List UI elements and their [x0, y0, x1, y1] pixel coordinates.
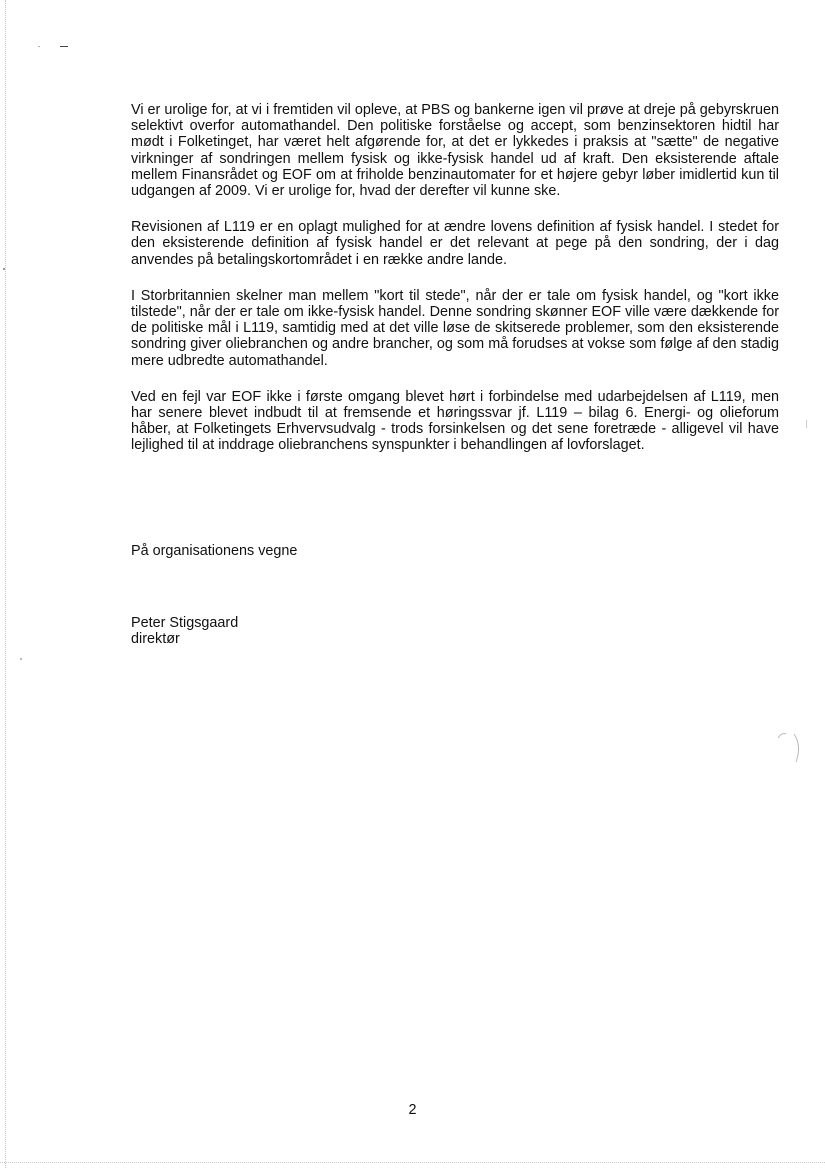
letter-body: [131, 102, 779, 454]
paragraph: I Storbritannien skelner man mellem "kort til stede", når der er tale om fysisk handel, og "kort ikke tilstede", når der er tale om ikke-fysisk handel. Denne sondring skønner EOF ville være dækkende for de politiske mål i L119, samtidig med at det ville løse de skitserede problemer, som den eksisterende sondring giver oliebranchen og andre brancher, og som må forudses at vokse som følge af den stadig mere udbredte automathandel.: [131, 287, 779, 369]
scan-speck: [60, 46, 68, 47]
signature-block: [131, 615, 238, 647]
signatory-name: Peter Stigsgaard: [131, 615, 239, 631]
scan-speck: [3, 268, 5, 270]
scan-edge-bottom: [0, 1162, 825, 1164]
paragraph: Vi er urolige for, at vi i fremtiden vil opleve, at PBS og bankerne igen vil prøve at dreje på gebyrskruen selektivt overfor automathandel. Den politiske forståelse og accept, som benzinsektoren hidtil har mødt i Folketinget, har været helt afgørende for, at det er lykkedes i praksis at "sætte" de negative virkninger af sondringen mellem fysisk og ikke-fysisk handel ud af kraft. Den eksisterende aftale mellem Finansrådet og EOF om at friholde benzinautomater for et højere gebyr løber imidlertid kun til udgangen af 2009. Vi er urolige for, hvad der derefter vil kunne ske.: [131, 102, 779, 200]
scan-edge-left: [5, 0, 7, 1168]
page-number: 2: [408, 1102, 417, 1118]
closing-line: På organisationens vegne: [131, 543, 298, 559]
scan-speck: [38, 46, 40, 47]
scan-speck: [20, 658, 22, 660]
signatory-title: direktør: [131, 631, 180, 648]
scan-speck: [806, 420, 807, 428]
scan-artifact-arc: [772, 728, 806, 766]
paragraph: Ved en fejl var EOF ikke i første omgang blevet hørt i forbindelse med udarbejdelsen af L119, men har senere blevet indbudt til at fremsende et høringssvar jf. L119 – bilag 6. Energi- og olieforum håber, at Folketingets Erhvervsudvalg - trods forsinkelsen og det sene foretræde - alligevel vil have lejlighed til at inddrage oliebranchens synspunkter i behandlingen af lovforslaget.: [131, 388, 779, 454]
paragraph: Revisionen af L119 er en oplagt mulighed for at ændre lovens definition af fysisk handel. I stedet for den eksisterende definition af fysisk handel er det relevant at pege på den sondring, der i dag anvendes på betalingskortområdet i en række andre lande.: [131, 219, 779, 268]
